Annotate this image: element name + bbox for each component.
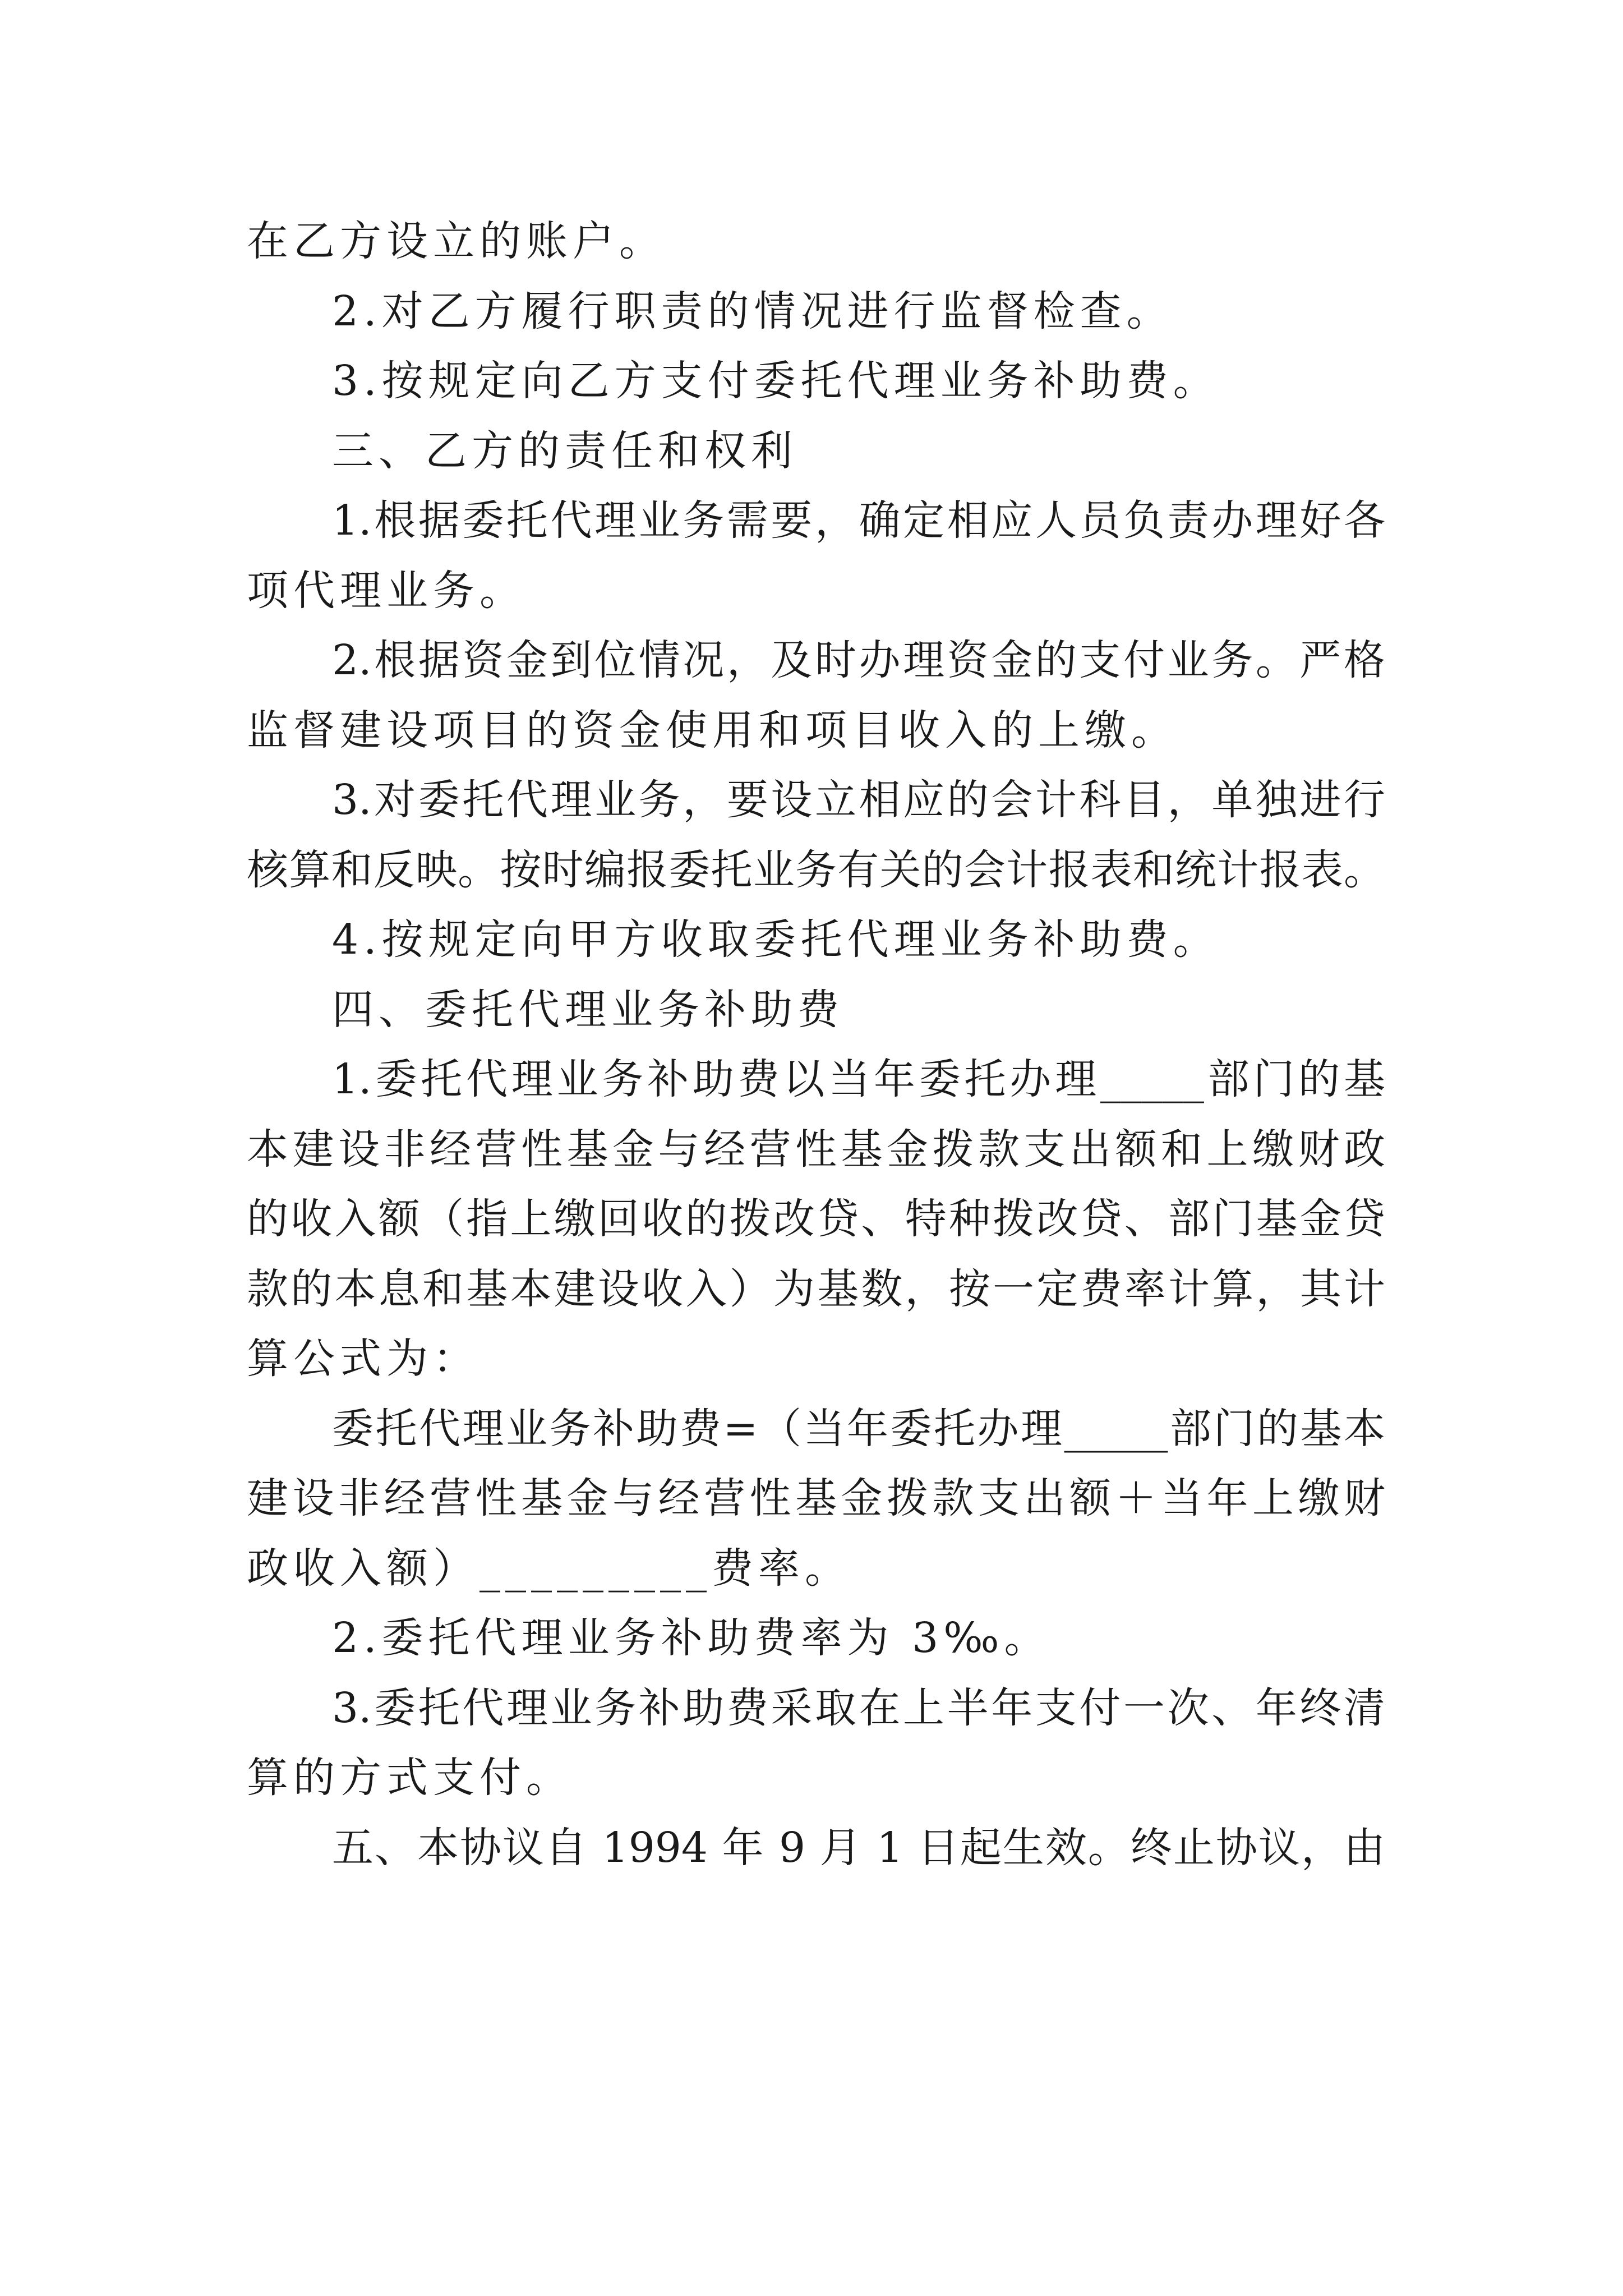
line-11: 4.按规定向甲方收取委托代理业务补助费。 [332, 915, 1220, 964]
section-heading-3: 三、乙方的责任和权利 [332, 426, 797, 475]
line-21: 2.委托代理业务补助费率为 3‰。 [332, 1614, 1051, 1662]
line-15: 的收入额（指上缴回收的拨改贷、特种拨改贷、部门基金贷 [247, 1195, 1385, 1243]
line-17: 算公式为： [247, 1335, 479, 1383]
line-8: 监督建设项目的资金使用和项目收入的上缴。 [247, 706, 1178, 754]
line-6: 项代理业务。 [247, 566, 526, 615]
line-1: 在乙方设立的账户。 [247, 217, 666, 265]
line-5: 1.根据委托代理业务需要，确定相应人员负责办理好各 [332, 496, 1385, 545]
line-14: 本建设非经营性基金与经营性基金拨款支出额和上缴财政 [247, 1125, 1385, 1174]
line-22: 3.委托代理业务补助费采取在上半年支付一次、年终清 [332, 1683, 1385, 1732]
formula-line-1: 委托代理业务补助费=（当年委托办理_____部门的基本 [332, 1404, 1385, 1453]
section-heading-5: 五、本协议自 1994 年 9 月 1 日起生效。终止协议，由 [332, 1823, 1385, 1872]
line-23: 算的方式支付。 [247, 1754, 573, 1802]
line-16: 款的本息和基本建设收入）为基数，按一定费率计算，其计 [247, 1264, 1385, 1313]
line-10: 核算和反映。按时编报委托业务有关的会计报表和统计报表。 [247, 845, 1385, 894]
line-3: 3.按规定向乙方支付委托代理业务补助费。 [332, 357, 1220, 405]
formula-line-3: 政收入额）_________费率。 [247, 1544, 851, 1593]
line-2: 2.对乙方履行职责的情况进行监督检查。 [332, 287, 1173, 335]
line-13: 1.委托代理业务补助费以当年委托办理_____部门的基 [332, 1055, 1385, 1103]
formula-line-2: 建设非经营性基金与经营性基金拨款支出额＋当年上缴财 [247, 1474, 1385, 1522]
section-heading-4: 四、委托代理业务补助费 [332, 985, 844, 1034]
line-7: 2.根据资金到位情况，及时办理资金的支付业务。严格 [332, 636, 1385, 684]
document-body [247, 206, 1385, 1883]
line-9: 3.对委托代理业务，要设立相应的会计科目，单独进行 [332, 776, 1385, 824]
